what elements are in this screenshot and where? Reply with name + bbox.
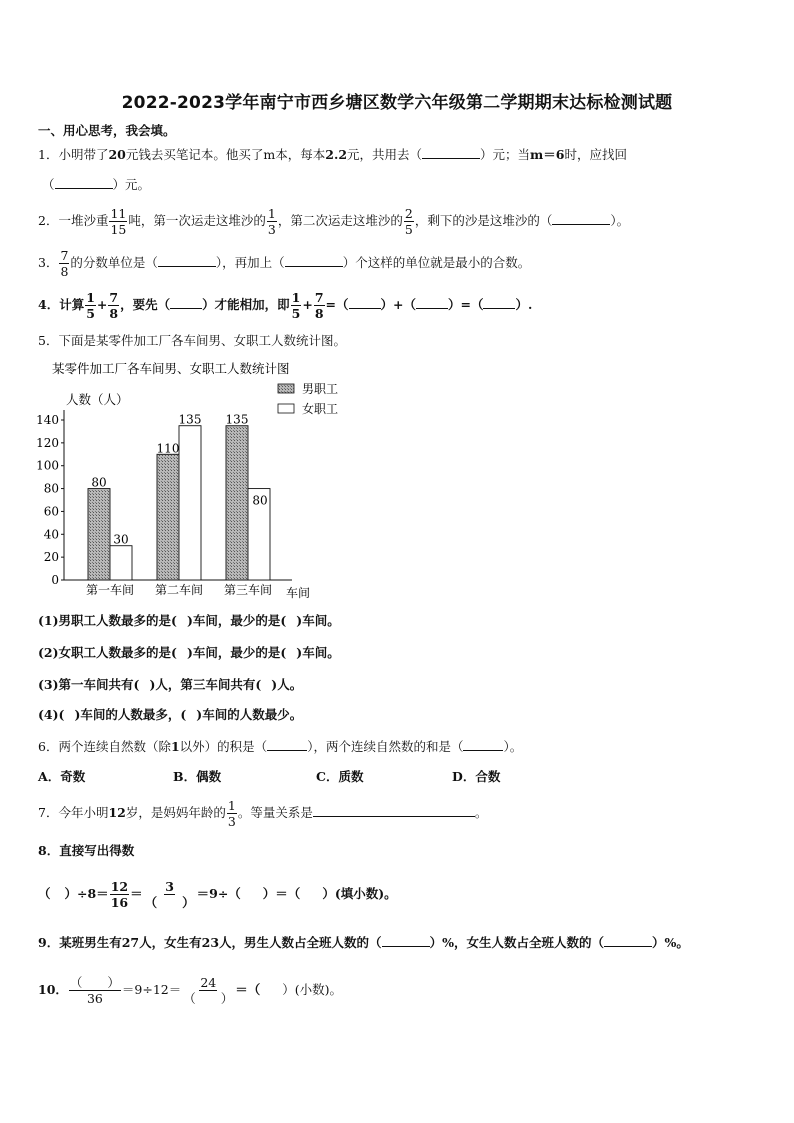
answer-blank[interactable] <box>349 296 381 309</box>
option-a[interactable]: A．奇数 <box>38 769 86 784</box>
data-label: 80 <box>252 493 268 508</box>
question-8: 8．直接写出得数 <box>38 843 135 858</box>
question-3: 3． $\frac{7}{8}$ 的分数单位是（ ），再加上（ ）个这样的单位就是最小的合数。 <box>38 248 531 279</box>
answer-blank[interactable] <box>313 804 475 817</box>
y-tick-label: 140 <box>36 413 59 427</box>
bar-male <box>157 454 179 580</box>
legend-swatch-female <box>278 404 294 413</box>
answer-blank[interactable] <box>552 212 610 225</box>
answer-blank[interactable] <box>483 296 515 309</box>
x-axis-label: 车间 <box>286 586 311 600</box>
legend-label-male: 男职工 <box>302 382 339 396</box>
y-tick-label: 60 <box>43 504 59 519</box>
answer-blank[interactable] <box>158 254 216 267</box>
chart-title: 某零件加工厂各车间男、女职工人数统计图 <box>52 361 290 376</box>
question-5-sub-2: (2)女职工人数最多的是( )车间，最少的是( )车间。 <box>38 645 340 660</box>
fraction: $\frac{2}{5}$ <box>404 206 413 237</box>
fraction: $\frac{1}{3}$ <box>267 206 276 237</box>
fraction: $\frac{11}{15}$ <box>110 206 127 237</box>
fraction: $\frac{1}{5}$ <box>86 290 95 321</box>
answer-blank[interactable] <box>422 146 480 159</box>
question-5: 5．下面是某零件加工厂各车间男、女职工人数统计图。 <box>38 333 346 348</box>
x-category-label: 第一车间 <box>85 583 135 597</box>
question-5-sub-1: (1)男职工人数最多的是( )车间，最少的是( )车间。 <box>38 613 340 628</box>
data-label: 110 <box>156 441 180 456</box>
legend-label-female: 女职工 <box>302 402 339 416</box>
bar-male <box>226 426 248 580</box>
y-tick-label: 100 <box>36 458 59 473</box>
question-7: 7．今年小明12岁，是妈妈年龄的 $\frac{1}{3}$ 。等量关系是 。 <box>38 798 488 829</box>
question-2: 2．一堆沙重 $\frac{11}{15}$ 吨，第一次运走这堆沙的 $\frac{1}{3}$ ，第二次运走这堆沙的 $\frac{2}{5}$ ，剩下的沙是这堆沙的（ ）。 <box>38 206 630 237</box>
fraction: $\frac{24}{( )}$ <box>183 975 234 1006</box>
data-label: 30 <box>113 532 129 547</box>
bar-female <box>179 426 201 580</box>
question-10: 10． $\frac{( )}{36}$ ＝9÷12＝ $\frac{24}{( )}$ ＝（ ）(小数)。 <box>38 975 343 1006</box>
option-d[interactable]: D．合数 <box>452 769 501 784</box>
answer-blank[interactable] <box>416 296 448 309</box>
y-tick-label: 120 <box>36 435 59 450</box>
fraction: $\frac{7}{8}$ <box>109 290 119 321</box>
option-b[interactable]: B．偶数 <box>173 769 222 784</box>
y-tick-label: 40 <box>43 527 59 542</box>
fraction: $\frac{3}{( )}$ <box>144 879 195 910</box>
bar-female <box>110 546 132 580</box>
answer-blank[interactable] <box>382 934 430 947</box>
fraction: $\frac{12}{16}$ <box>110 879 129 910</box>
legend <box>278 382 338 416</box>
answer-blank[interactable] <box>285 254 343 267</box>
answer-blank[interactable] <box>170 296 202 309</box>
answer-blank[interactable] <box>604 934 652 947</box>
fraction: $\frac{( )}{36}$ <box>69 975 120 1006</box>
page-title: 2022-2023学年南宁市西乡塘区数学六年级第二学期期末达标检测试题 <box>121 93 673 113</box>
option-c[interactable]: C．质数 <box>316 769 364 784</box>
fraction: $\frac{7}{8}$ <box>60 248 69 279</box>
y-tick-label: 0 <box>51 573 59 587</box>
data-label: 135 <box>225 412 249 427</box>
data-label: 135 <box>178 412 202 427</box>
y-tick-label: 20 <box>43 550 59 565</box>
data-label: 80 <box>91 475 107 490</box>
legend-swatch-male <box>278 384 294 393</box>
section-heading: 一、用心思考，我会填。 <box>38 123 176 138</box>
answer-blank[interactable] <box>267 738 307 751</box>
x-category-label: 第三车间 <box>223 583 273 597</box>
x-category-label: 第二车间 <box>154 583 204 597</box>
y-axis-label: 人数（人） <box>66 392 129 407</box>
question-6: 6．两个连续自然数（除1以外）的积是（ ），两个连续自然数的和是（ ）。 <box>38 739 523 754</box>
answer-blank[interactable] <box>55 176 113 189</box>
answer-blank[interactable] <box>463 738 503 751</box>
question-1-cont: （ ）元。 <box>42 177 151 192</box>
fraction: $\frac{1}{5}$ <box>291 290 301 321</box>
bar-chart <box>30 356 370 606</box>
question-4: 4．计算 $\frac{1}{5}$ + $\frac{7}{8}$ ，要先（ ）才能相加，即 $\frac{1}{5}$ + $\frac{7}{8}$ =（ ）+（ ）=（ ）. <box>38 290 533 321</box>
fraction: $\frac{7}{8}$ <box>314 290 324 321</box>
question-5-sub-3: (3)第一车间共有( )人，第三车间共有( )人。 <box>38 677 303 692</box>
question-5-sub-4: (4)( )车间的人数最多，( )车间的人数最少。 <box>38 707 303 722</box>
question-1: 1．小明带了20元钱去买笔记本。他买了m本，每本2.2元，共用去（ ）元；当m＝6时，应找回 <box>38 147 627 162</box>
question-9: 9．某班男生有27人，女生有23人，男生人数占全班人数的（ ）%，女生人数占全班人数的（ ）%。 <box>38 935 689 950</box>
y-tick-label: 80 <box>43 481 59 496</box>
fraction: $\frac{1}{3}$ <box>227 798 236 829</box>
bar-male <box>88 489 110 580</box>
question-8-expression: （ ）÷8＝ $\frac{12}{16}$ ＝ $\frac{3}{( )}$ ＝9÷（ ）＝（ ）(填小数)。 <box>38 879 397 910</box>
